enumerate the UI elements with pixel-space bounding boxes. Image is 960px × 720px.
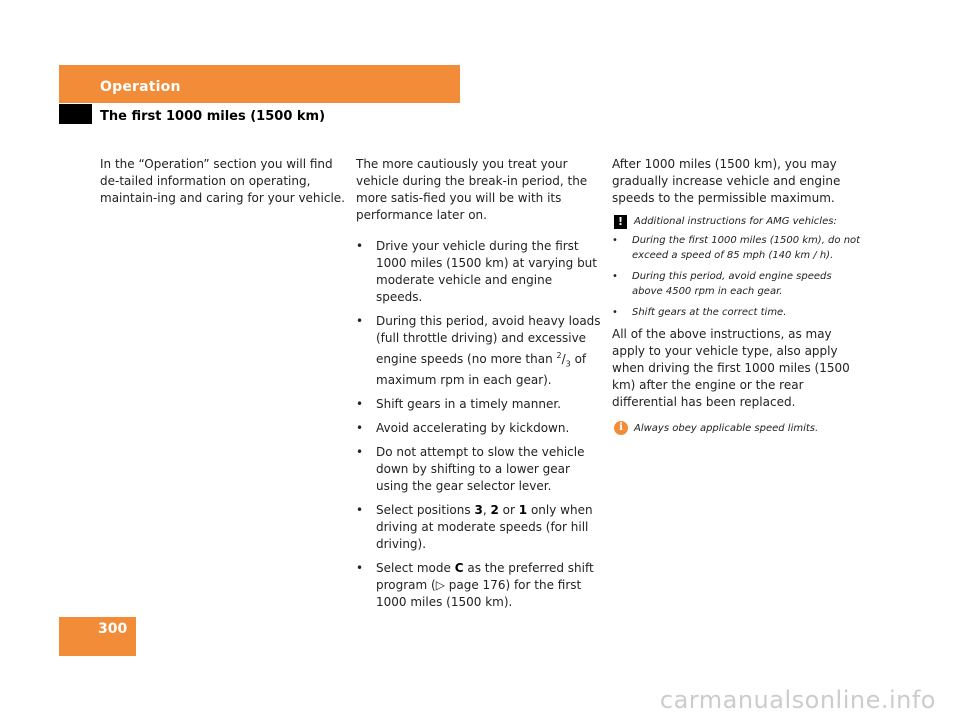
list-item: • Avoid accelerating by kickdown. xyxy=(356,421,570,436)
speed-limit-note: i Always obey applicable speed limits. xyxy=(612,421,862,436)
list-item: • Drive your vehicle during the first 1000 miles (1500 km) at varying but moderate vehicle and engine speeds. xyxy=(356,239,597,304)
section-marker xyxy=(59,104,92,124)
replacement-paragraph: All of the above instructions, as may apply to your vehicle type, also apply when driving the first 1000 miles (1500 km) after the engine or the rear differential has been replaced. xyxy=(612,327,850,409)
amg-warning: ! Additional instructions for AMG vehicles: xyxy=(612,214,862,229)
list-item: • Select mode C as the preferred shift program (▷ page 176) for the first 1000 miles (1500 km). xyxy=(356,561,594,610)
column-middle xyxy=(356,156,601,618)
column-left xyxy=(100,156,345,214)
column-right xyxy=(612,156,862,436)
page-subtitle: The first 1000 miles (1500 km) xyxy=(100,109,326,124)
section-title: Operation xyxy=(100,79,181,95)
list-item: • During the first 1000 miles (1500 km), do not exceed a speed of 85 mph (140 km / h). xyxy=(612,235,861,261)
breakin-paragraph: The more cautiously you treat your vehicle during the break-in period, the more satis-fied you will be with its performance later on. xyxy=(356,157,588,222)
breakin-list xyxy=(356,238,601,611)
list-item: • During this period, avoid engine speeds above 4500 rpm in each gear. xyxy=(612,271,832,297)
amg-list xyxy=(612,233,862,320)
after-breakin-paragraph: After 1000 miles (1500 km), you may gradually increase vehicle and engine speeds to the permissible maximum. xyxy=(612,157,841,205)
list-item: • Shift gears in a timely manner. xyxy=(356,397,562,412)
list-item: • Do not attempt to slow the vehicle down by shifting to a lower gear using the gear selector lever. xyxy=(356,445,585,494)
intro-paragraph: In the “Operation” section you will find de-tailed information on operating, maintain-ing and caring for your vehicle. xyxy=(100,157,345,205)
page-number: 300 xyxy=(98,621,128,637)
list-item: • During this period, avoid heavy loads (full throttle driving) and excessive engine speeds (no more than $^2/_3$ of maximum rpm in each gear). xyxy=(356,314,601,388)
info-icon: i xyxy=(614,421,628,435)
list-item: • Select positions 3, 2 or 1 only when driving at moderate speeds (for hill driving). xyxy=(356,503,593,552)
watermark: carmanualsonline.info xyxy=(659,686,936,714)
list-item: • Shift gears at the correct time. xyxy=(612,307,787,318)
fraction: $^2/_3$ xyxy=(556,351,571,369)
warning-icon: ! xyxy=(614,215,627,229)
